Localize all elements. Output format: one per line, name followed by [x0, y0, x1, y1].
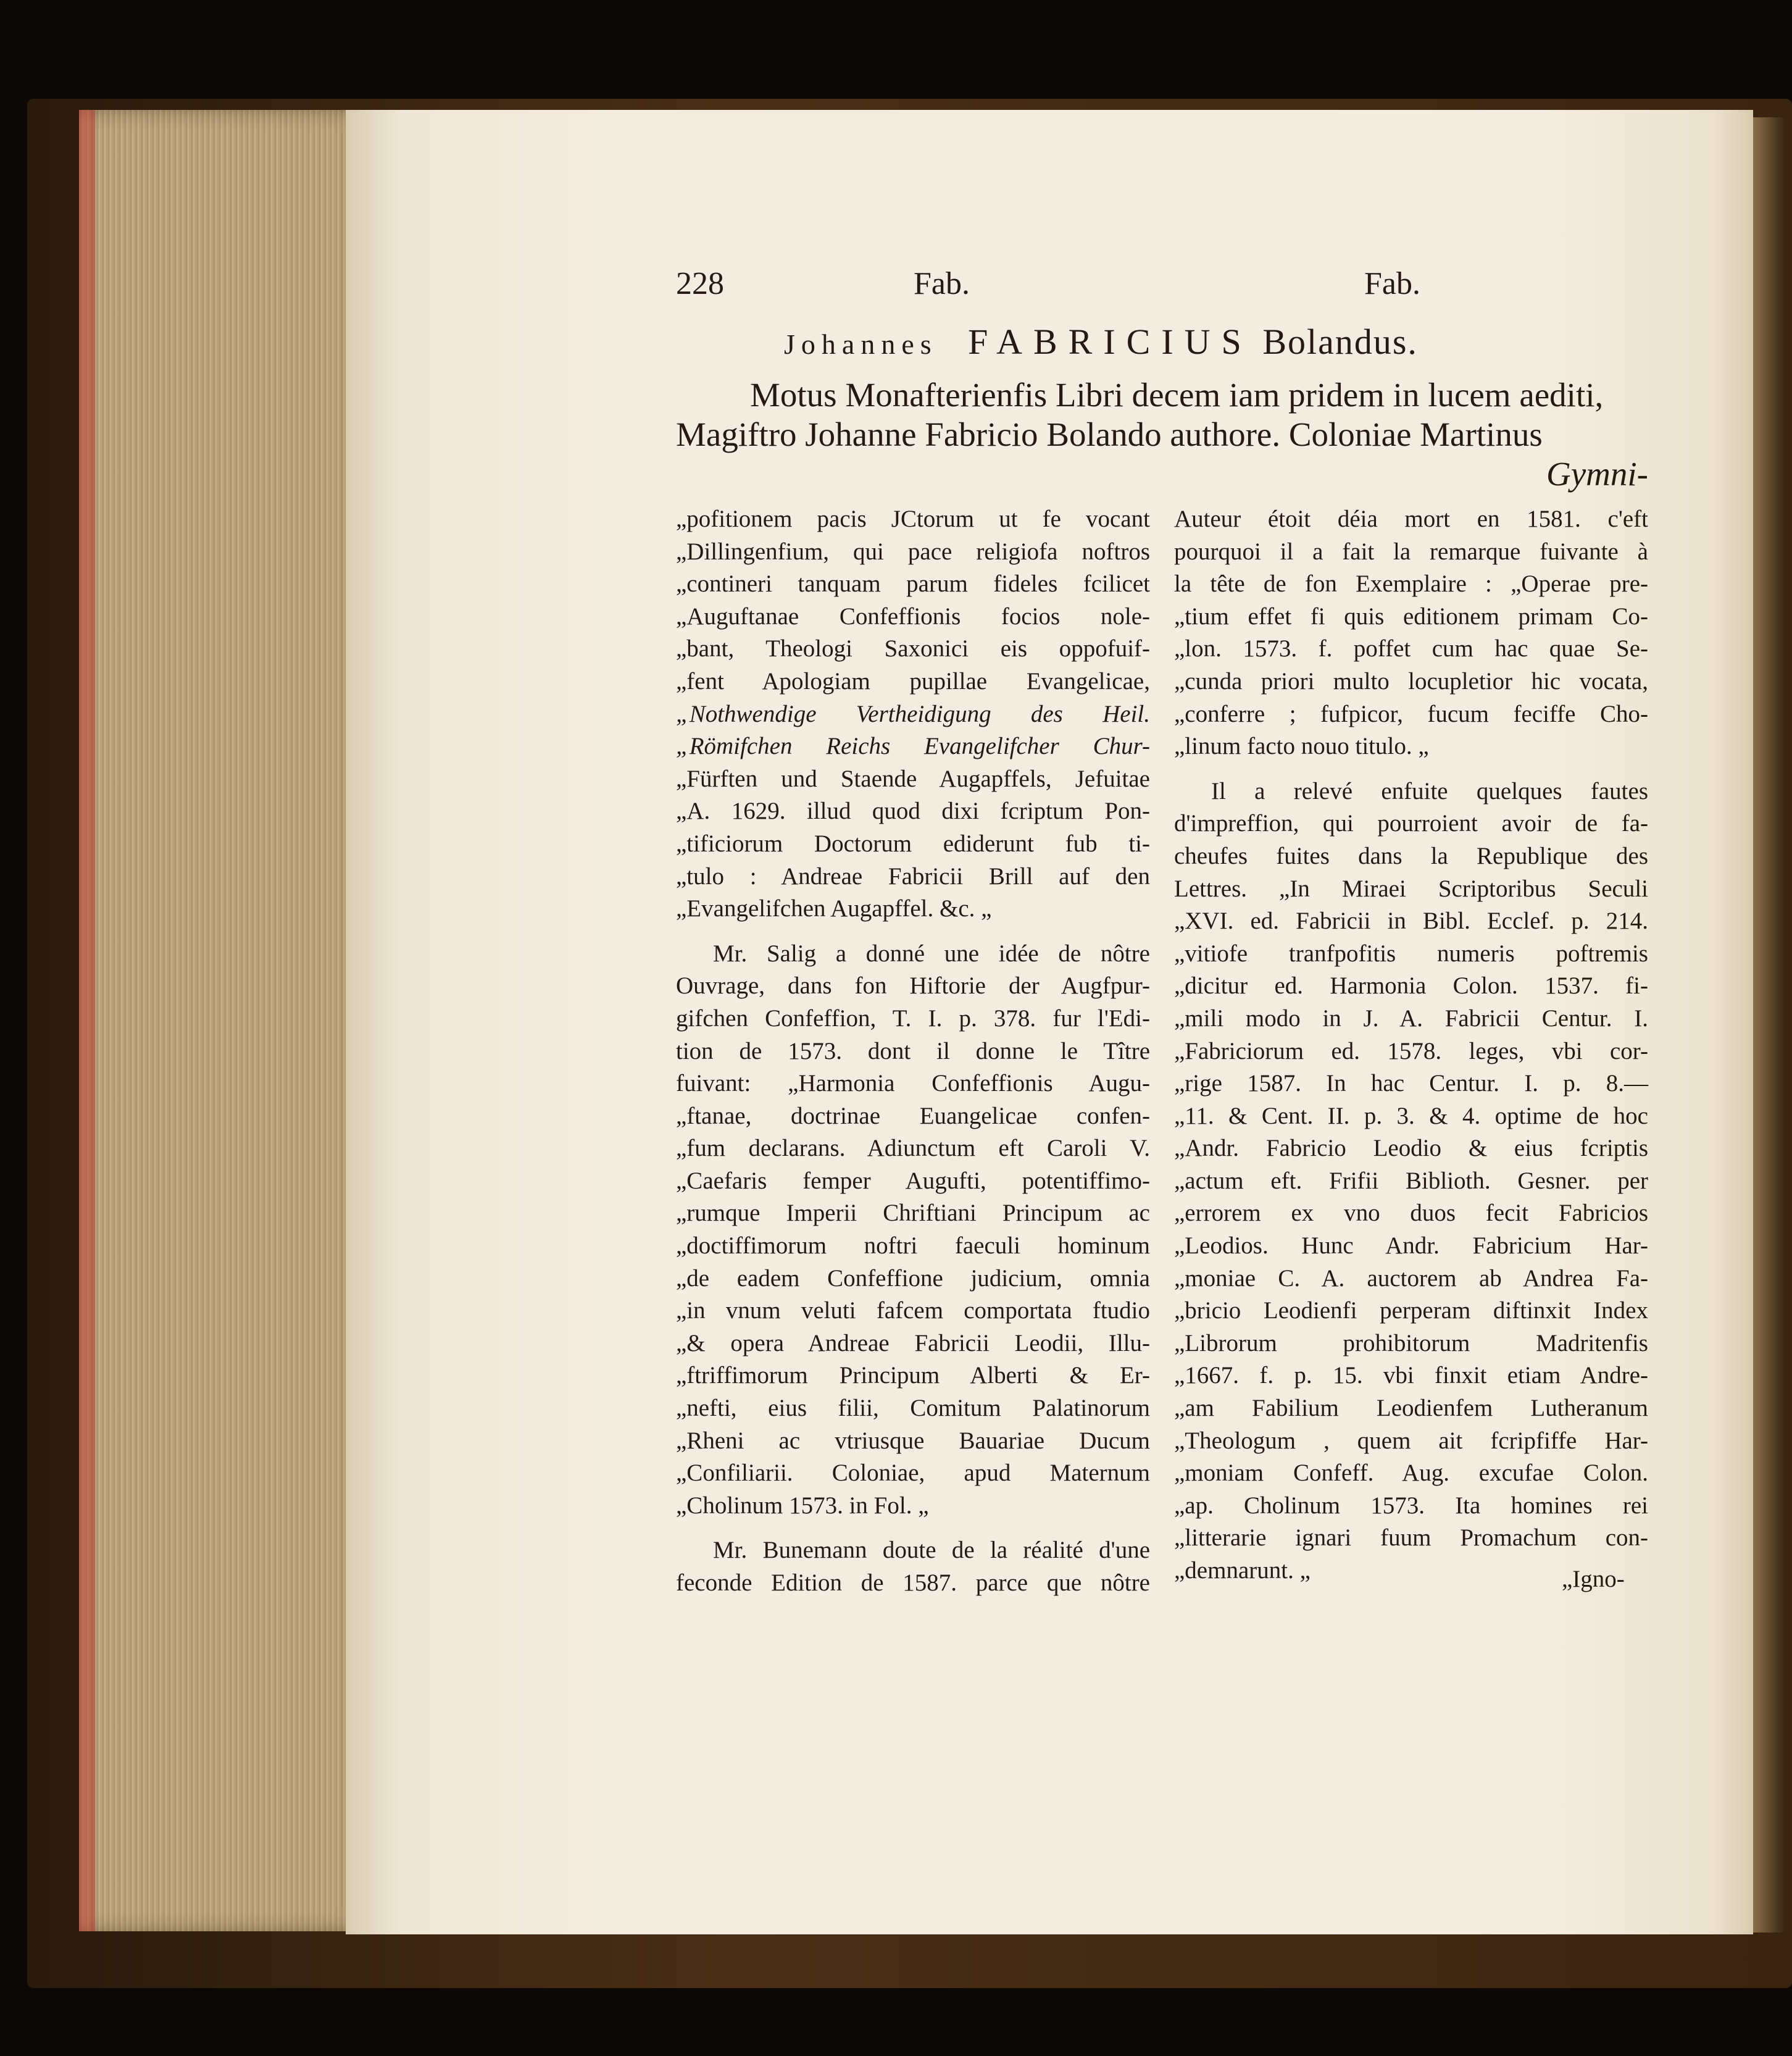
text-line: „tulo : Andreae Fabricii Brill auf den [676, 863, 1150, 890]
text-line: cheufes fuites dans la Republique des [1174, 842, 1648, 869]
text-line: „Fürften und Staende Augapffels, Jefuitae [676, 765, 1150, 792]
text-line: „bant, Theologi Saxonici eis oppofuif- [676, 635, 1150, 662]
text-line: „linum facto nouo titulo. „ [1174, 733, 1429, 760]
text-line: „moniae C. A. auctorem ab Andrea Fa- [1174, 1264, 1648, 1292]
text-line: tion de 1573. dont il donne le Tître [676, 1037, 1150, 1064]
text-line: „11. & Cent. II. p. 3. & 4. optime de hoc [1174, 1102, 1648, 1129]
title-first-name: Johannes [784, 328, 938, 360]
intro-line: Gymni- [1546, 455, 1648, 493]
title-suffix: Bolandus. [1262, 322, 1418, 362]
text-line: „Theologum , quem ait fcripfiffe Har- [1174, 1427, 1648, 1454]
text-line: feconde Edition de 1587. parce que nôtre [676, 1569, 1150, 1596]
text-line: „Dillingenfium, qui pace religiofa noftros [676, 538, 1150, 565]
catchword: „Igno- [1562, 1566, 1625, 1592]
text-line: „fum declarans. Adiunctum eft Caroli V. [676, 1135, 1150, 1162]
text-line: „& opera Andreae Fabricii Leodii, Illu- [676, 1329, 1150, 1356]
text-line: „ap. Cholinum 1573. Ita homines rei [1174, 1492, 1648, 1519]
text-line: „tificiorum Doctorum ediderunt fub ti- [676, 830, 1150, 857]
page-number: 228 [676, 266, 724, 301]
text-line: Mr. Bunemann doute de la réalité d'une [713, 1537, 1150, 1564]
intro-line: Magiftro Johanne Fabricio Bolando authore. Coloniae Martinus [676, 416, 1543, 453]
text-line: „nefti, eius filii, Comitum Palatinorum [676, 1395, 1150, 1422]
text-line: Ouvrage, dans fon Hiftorie der Augfpur- [676, 972, 1150, 1000]
text-line: „litterarie ignari fuum Promachum con- [1174, 1524, 1648, 1552]
text-line: „moniam Confeff. Aug. excufae Colon. [1174, 1460, 1648, 1487]
text-line: „pofitionem pacis JCtorum ut fe vocant [676, 506, 1150, 532]
text-line: „rumque Imperii Chriftiani Principum ac [676, 1200, 1150, 1227]
entry-intro [676, 375, 1648, 494]
text-line: „de eadem Confeffione judicium, omnia [676, 1264, 1150, 1292]
text-line: „conferre ; fufpicor, fucum feciffe Cho- [1174, 700, 1648, 727]
text-line: Il a relevé enfuite quelques fautes [1211, 777, 1648, 804]
entry-title [784, 321, 1525, 362]
text-line: „Rheni ac vtriusque Bauariae Ducum [676, 1427, 1150, 1454]
text-line: Lettres. „In Miraei Scriptoribus Seculi [1174, 875, 1648, 902]
text-line: „errorem ex vno duos fecit Fabricios [1174, 1200, 1648, 1227]
text-line: „cunda priori multo locupletior hic vocata, [1174, 667, 1648, 695]
text-line: „lon. 1573. f. poffet cum hac quae Se- [1174, 635, 1648, 662]
running-head-left: Fab. [914, 266, 970, 301]
text-line: Auteur étoit déia mort en 1581. c'eft [1174, 506, 1648, 532]
text-line: „Andr. Fabricio Leodio & eius fcriptis [1174, 1135, 1648, 1162]
text-line: „tium effet fi quis editionem primam Co- [1174, 603, 1648, 630]
text-line: „doctiffimorum noftri faeculi hominum [676, 1232, 1150, 1260]
running-head-right: Fab. [1364, 266, 1420, 301]
left-column [676, 503, 1150, 1600]
text-line: „vitiofe tranfpofitis numeris poftremis [1174, 940, 1648, 967]
text-line: „1667. f. p. 15. vbi finxit etiam Andre- [1174, 1362, 1648, 1389]
text-line: „Caefaris femper Augufti, potentiffimo- [676, 1167, 1150, 1194]
text-line: „in vnum veluti fafcem comportata ftudio [676, 1297, 1150, 1324]
running-header [676, 265, 1426, 309]
text-line: „dicitur ed. Harmonia Colon. 1537. fi- [1174, 972, 1648, 1000]
text-line: „rige 1587. In hac Centur. I. p. 8.— [1174, 1070, 1648, 1097]
text-line: „Cholinum 1573. in Fol. „ [676, 1492, 929, 1519]
right-column [1174, 503, 1648, 1587]
intro-line: Motus Monafterienfis Libri decem iam pridem in lucem aediti, [750, 376, 1604, 414]
text-line: „ftanae, doctrinae Euangelicae confen- [676, 1102, 1150, 1129]
text-line: gifchen Confeffion, T. I. p. 378. fur l'Edi- [676, 1005, 1150, 1032]
text-line: „Librorum prohibitorum Madritenfis [1174, 1329, 1648, 1356]
text-line: „Nothwendige Vertheidigung des Heil. [676, 700, 1150, 727]
text-line: „XVI. ed. Fabricii in Bibl. Ecclef. p. 214. [1174, 908, 1648, 935]
text-line: „Leodios. Hunc Andr. Fabricium Har- [1174, 1232, 1648, 1260]
text-line: „contineri tanquam parum fideles fcilicet [676, 570, 1150, 598]
text-line: fuivant: „Harmonia Confeffionis Augu- [676, 1070, 1150, 1097]
book-gutter [1753, 117, 1784, 1933]
title-surname: FABRICIUS [968, 322, 1252, 362]
page-edge-stack [79, 110, 369, 1931]
text-line: „am Fabilium Leodienfem Lutheranum [1174, 1395, 1648, 1422]
text-line: „Fabriciorum ed. 1578. leges, vbi cor- [1174, 1037, 1648, 1064]
text-line: Mr. Salig a donné une idée de nôtre [713, 940, 1150, 967]
text-line: „actum eft. Frifii Biblioth. Gesner. per [1174, 1167, 1648, 1194]
text-line: „demnarunt. „ [1174, 1557, 1311, 1584]
text-line: „bricio Leodienfi perperam diftinxit Index [1174, 1297, 1648, 1324]
text-line: d'impreffion, qui pourroient avoir de fa- [1174, 810, 1648, 837]
text-line: la tête de fon Exemplaire : „Operae pre- [1174, 570, 1648, 598]
text-line: pourquoi il a fait la remarque fuivante à [1174, 538, 1648, 565]
text-line: „Römifchen Reichs Evangelifcher Chur- [676, 733, 1150, 760]
text-line: „A. 1629. illud quod dixi fcriptum Pon- [676, 798, 1150, 825]
text-line: „ftriffimorum Principum Alberti & Er- [676, 1362, 1150, 1389]
text-line: „Confiliarii. Coloniae, apud Maternum [676, 1460, 1150, 1487]
text-line: „Evangelifchen Augapffel. &c. „ [676, 895, 992, 922]
text-line: „fent Apologiam pupillae Evangelicae, [676, 667, 1150, 695]
text-line: „Auguftanae Confeffionis focios nole- [676, 603, 1150, 630]
text-line: „mili modo in J. A. Fabricii Centur. I. [1174, 1005, 1648, 1032]
